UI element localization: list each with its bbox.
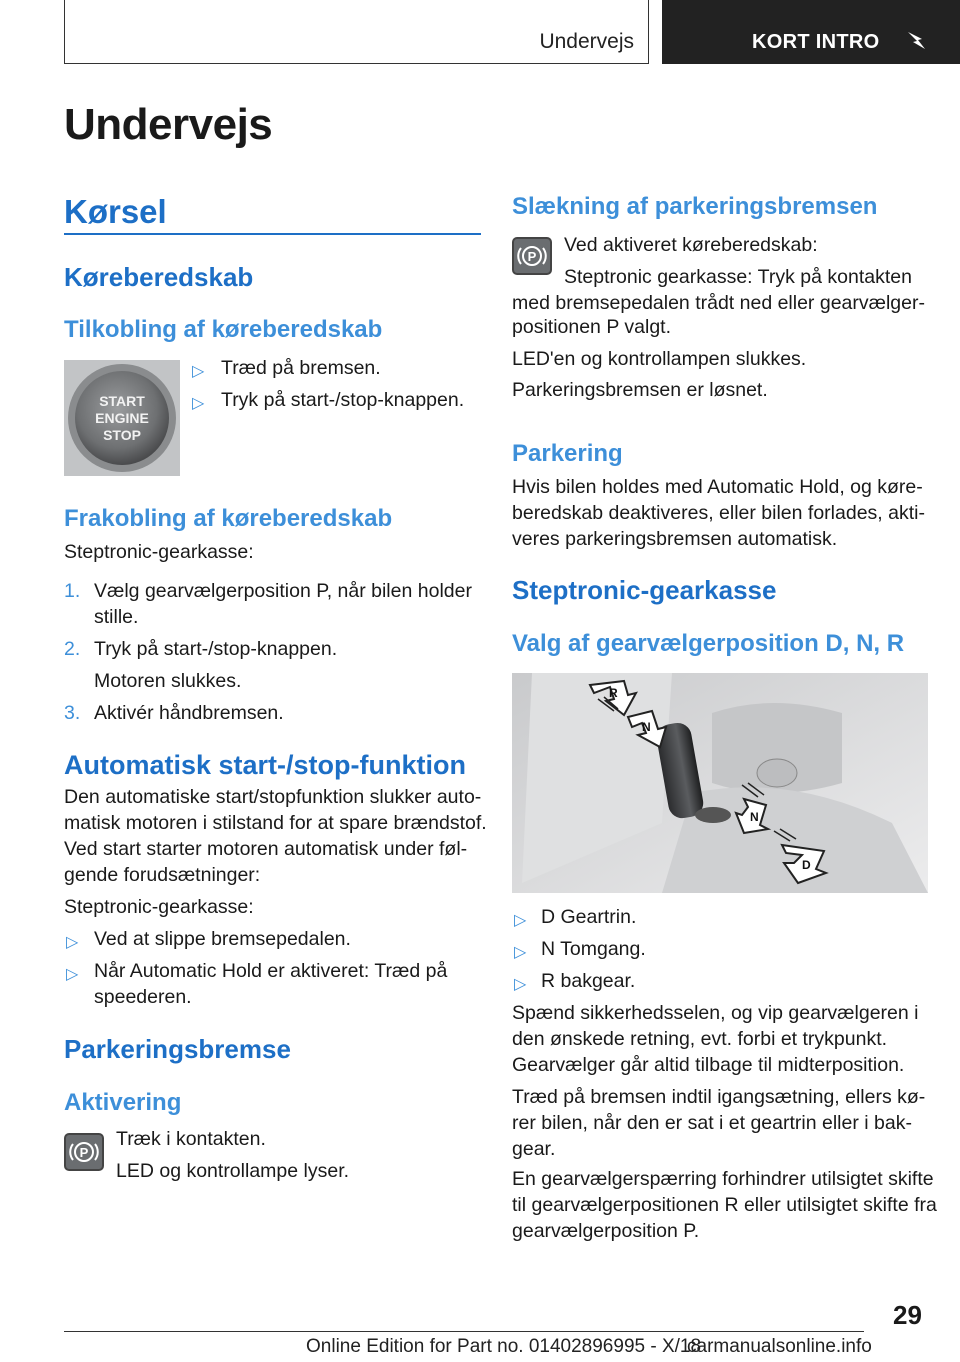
gear-selector-image bbox=[512, 673, 928, 893]
watermark-text: carmanualsonline.info bbox=[687, 1336, 872, 1357]
step-text-cont: stille. bbox=[94, 606, 139, 628]
paragraph-line: matisk motoren i stilstand for at spare brændstof. bbox=[64, 812, 487, 834]
gear-label-n: N bbox=[642, 720, 651, 734]
paragraph-line: rer bilen, når den er sat i et geartrin eller i bak- bbox=[512, 1112, 912, 1134]
paragraph-line: Ved start starter motoren automatisk under føl- bbox=[64, 838, 468, 860]
slaek-line: positionen P valgt. bbox=[512, 316, 671, 338]
paragraph-line: Hvis bilen holdes med Automatic Hold, og køre- bbox=[512, 476, 923, 498]
heading-parkering: Parkering bbox=[512, 440, 623, 467]
footer-divider bbox=[64, 1331, 864, 1332]
step-text: Aktivér håndbremsen. bbox=[94, 702, 284, 724]
step-text: Motoren slukkes. bbox=[94, 670, 242, 692]
gear-label-d: D bbox=[802, 858, 811, 872]
header-section-title: Undervejs bbox=[539, 30, 634, 53]
paragraph-line: Spænd sikkerhedsselen, og vip gearvælgeren i bbox=[512, 1002, 919, 1024]
paragraph-line: veres parkeringsbremsen automatisk. bbox=[512, 528, 838, 550]
heading-auto-start-stop: Automatisk start-/stop-funktion bbox=[64, 750, 466, 780]
list-item: Når Automatic Hold er aktiveret: Træd på bbox=[94, 960, 448, 982]
paragraph-line: Træd på bremsen indtil igangsætning, ellers kø- bbox=[512, 1086, 926, 1108]
paragraph-line: gear. bbox=[512, 1138, 556, 1160]
slaek-line: med bremsepedalen trådt ned eller gearvælger- bbox=[512, 292, 925, 314]
kort-intro-label: KORT INTRO bbox=[752, 31, 880, 53]
edition-text: Online Edition for Part no. 01402896995 - X/18 bbox=[306, 1336, 702, 1357]
frakobling-intro: Steptronic-gearkasse: bbox=[64, 541, 254, 563]
bolt-icon bbox=[905, 29, 929, 51]
heading-steptronic: Steptronic-gearkasse bbox=[512, 575, 777, 605]
parking-brake-icon bbox=[512, 237, 552, 275]
list-item-cont: speederen. bbox=[94, 986, 192, 1008]
list-item: Tryk på start-/stop-knappen. bbox=[221, 389, 465, 411]
paragraph-line: til gearvælgerpositionen R eller utilsigtet skifte fra bbox=[512, 1194, 937, 1216]
bullet-triangle-icon: ▷ bbox=[514, 912, 527, 929]
chapter-title: Undervejs bbox=[64, 100, 273, 149]
heading-tilkobling: Tilkobling af køreberedskab bbox=[64, 316, 383, 343]
paragraph-line: Gearvælger går altid tilbage til midterposition. bbox=[512, 1054, 905, 1076]
step-number: 2. bbox=[64, 638, 81, 660]
led-line: LED'en og kontrollampen slukkes. bbox=[512, 348, 807, 370]
bullet-triangle-icon: ▷ bbox=[66, 966, 79, 983]
paragraph-line: Den automatiske start/stopfunktion slukker auto- bbox=[64, 786, 482, 808]
list-item: Ved at slippe bremsepedalen. bbox=[94, 928, 351, 950]
step-text: Vælg gearvælgerposition P, når bilen holder bbox=[94, 580, 472, 602]
heading-aktivering: Aktivering bbox=[64, 1089, 182, 1116]
heading-koreberedskab: Køreberedskab bbox=[64, 262, 254, 292]
paragraph-line: gende forudsætninger: bbox=[64, 864, 261, 886]
bullet-triangle-icon: ▷ bbox=[514, 944, 527, 961]
parking-brake-icon bbox=[64, 1133, 104, 1171]
list-item: Træd på bremsen. bbox=[221, 357, 381, 379]
slaek-line: Ved aktiveret køreberedskab: bbox=[564, 234, 818, 256]
heading-parkeringsbremse: Parkeringsbremse bbox=[64, 1034, 291, 1064]
heading-slaekning: Slækning af parkeringsbremsen bbox=[512, 193, 878, 220]
list-item: N Tomgang. bbox=[541, 938, 646, 960]
bullet-triangle-icon: ▷ bbox=[192, 395, 205, 412]
slaek-line: Steptronic gearkasse: Tryk på kontakten bbox=[564, 266, 912, 288]
gear-label-r: R bbox=[609, 686, 618, 700]
paragraph-line: gearvælgerposition P. bbox=[512, 1220, 700, 1242]
released-line: Parkeringsbremsen er løsnet. bbox=[512, 379, 768, 401]
page-number: 29 bbox=[893, 1300, 922, 1330]
step-text: Tryk på start-/stop-knappen. bbox=[94, 638, 338, 660]
aktivering-line: Træk i kontakten. bbox=[116, 1128, 266, 1150]
stop-label: STOP bbox=[103, 427, 141, 443]
list-item: D Geartrin. bbox=[541, 906, 637, 928]
paragraph-line: den ønskede retning, evt. forbi et trykpunkt. bbox=[512, 1028, 888, 1050]
paragraph-line: En gearvælgerspærring forhindrer utilsigtet skifte bbox=[512, 1168, 934, 1190]
aktivering-line: LED og kontrollampe lyser. bbox=[116, 1160, 350, 1182]
auto-intro: Steptronic-gearkasse: bbox=[64, 896, 254, 918]
bullet-triangle-icon: ▷ bbox=[192, 363, 205, 380]
heading-frakobling: Frakobling af køreberedskab bbox=[64, 505, 393, 532]
heading-valg-gear: Valg af gearvælgerposition D, N, R bbox=[512, 630, 905, 657]
step-number: 1. bbox=[64, 580, 81, 602]
engine-label: ENGINE bbox=[95, 410, 149, 426]
step-number: 3. bbox=[64, 702, 81, 724]
bullet-triangle-icon: ▷ bbox=[514, 976, 527, 993]
section-divider bbox=[64, 233, 481, 235]
gear-label-n2: N bbox=[750, 810, 759, 824]
paragraph-line: beredskab deaktiveres, eller bilen forlades, akti- bbox=[512, 502, 925, 524]
start-stop-button-image bbox=[64, 360, 180, 476]
svg-text:P: P bbox=[527, 249, 537, 264]
start-label: START bbox=[99, 393, 145, 409]
list-item: R bakgear. bbox=[541, 970, 636, 992]
svg-text:P: P bbox=[79, 1145, 89, 1160]
section-korsel: Kørsel bbox=[64, 193, 167, 230]
header-kort-intro-tab[interactable] bbox=[662, 0, 960, 64]
bullet-triangle-icon: ▷ bbox=[66, 934, 79, 951]
